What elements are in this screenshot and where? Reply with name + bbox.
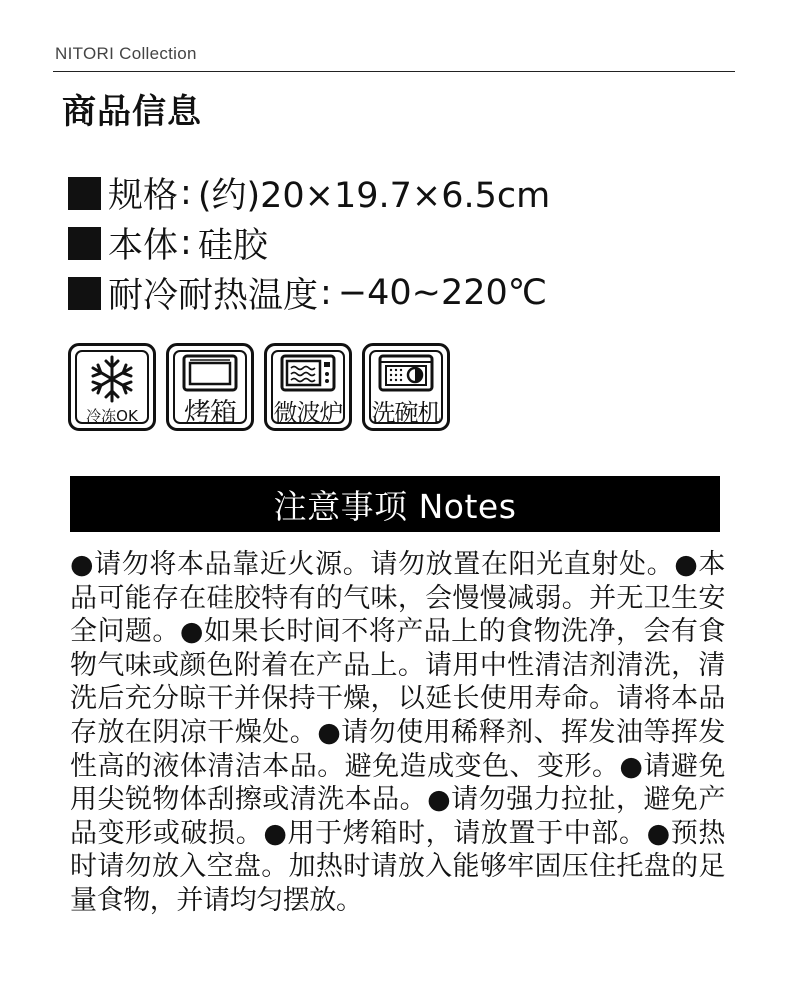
spec-value: −40~220℃	[337, 273, 548, 313]
spec-size	[68, 168, 550, 218]
spec-separator: :	[180, 223, 192, 263]
brand-name: NITORI Collection	[55, 44, 197, 63]
icon-label: 洗碗机	[371, 399, 441, 427]
page-title: 商品信息	[62, 92, 202, 132]
spec-value: (约)20×19.7×6.5cm	[197, 176, 551, 216]
icon-label: 微波炉	[273, 399, 343, 427]
dishwasher-ok-badge	[362, 343, 450, 431]
icon-label: 冷冻OK	[86, 407, 138, 425]
spec-separator: :	[180, 173, 192, 213]
spec-label: 本体	[108, 226, 179, 266]
header-divider	[53, 71, 735, 72]
spec-label: 规格	[108, 176, 179, 216]
usage-icons	[68, 343, 450, 431]
spec-value: 硅胶	[197, 226, 268, 266]
spec-temperature	[68, 268, 550, 318]
bullet-square-icon	[68, 177, 101, 210]
microwave-ok-badge	[264, 343, 352, 431]
spec-label: 耐冷耐热温度	[108, 276, 319, 316]
spec-list	[68, 168, 550, 318]
snowflake-icon	[82, 354, 142, 404]
freezer-ok-badge	[68, 343, 156, 431]
bullet-square-icon	[68, 277, 101, 310]
microwave-icon	[280, 354, 336, 392]
bullet-square-icon	[68, 227, 101, 260]
spec-material	[68, 218, 550, 268]
notes-heading: 注意事项 Notes	[70, 476, 720, 532]
oven-icon	[182, 354, 238, 392]
oven-ok-badge	[166, 343, 254, 431]
notes-body: ●请勿将本品靠近火源。请勿放置在阳光直射处。●本品可能存在硅胶特有的气味，会慢慢减弱。并无卫生安全问题。●如果长时间不将产品上的食物洗净，会有食物气味或颜色附着在产品上。请用中性清洁剂清洗，清洗后充分晾干并保持干燥，以延长使用寿命。请将本品存放在阴凉干燥处。●请勿使用稀释剂、挥发油等挥发性高的液体清洁本品。避免造成变色、变形。●请避免用尖锐物体刮擦或清洗本品。●请勿强力拉扯，避免产品变形或破损。●用于烤箱时，请放置于中部。●预热时请勿放入空盘。加热时请放入能够牢固压住托盘的足量食物，并请均匀摆放。	[70, 549, 725, 916]
icon-label: 烤箱	[184, 398, 236, 429]
dishwasher-icon	[378, 354, 434, 392]
spec-separator: :	[320, 273, 332, 313]
